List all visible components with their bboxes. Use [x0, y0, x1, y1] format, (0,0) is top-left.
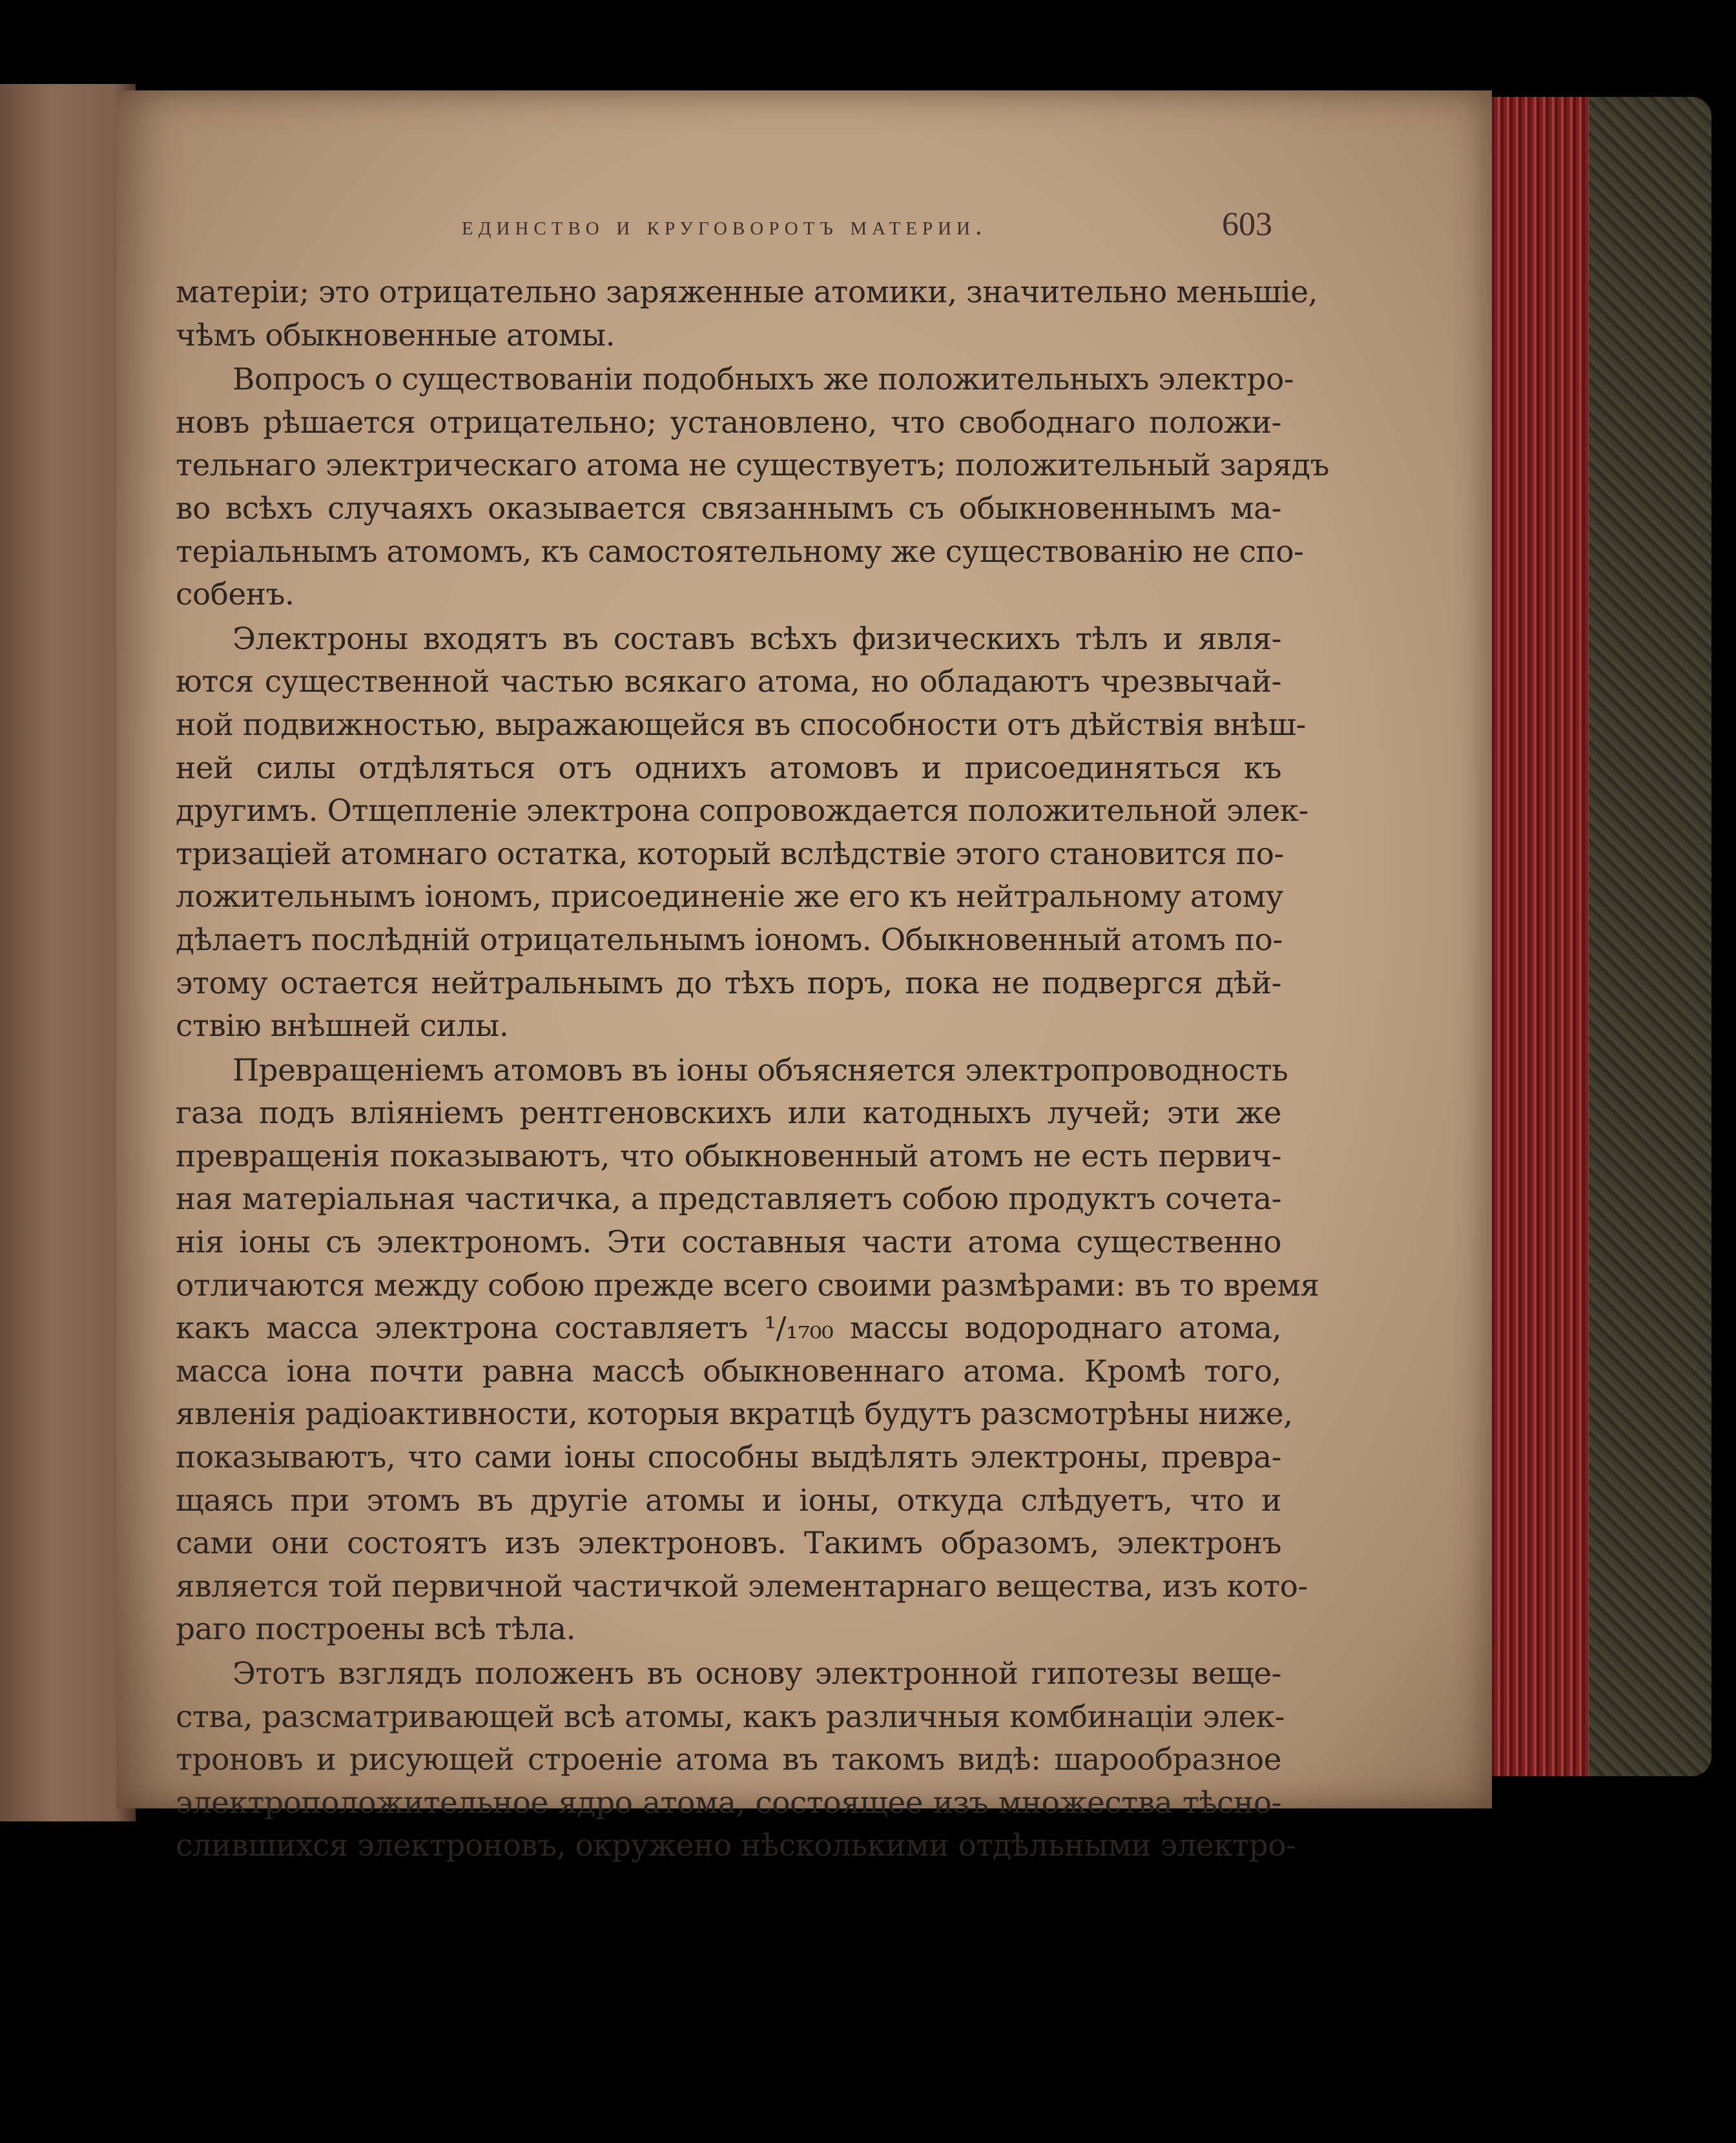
text-line: ней силы отдѣляться отъ однихъ атомовъ и присоединяться къ — [176, 750, 1281, 786]
left-page-edge — [0, 84, 136, 1821]
page-header — [352, 205, 1272, 251]
paragraph — [176, 358, 1329, 617]
text-line: новъ рѣшается отрицательно; установлено, что свободнаго положи- — [176, 404, 1281, 440]
text-line: щаясь при этомъ въ другіе атомы и іоны, откуда слѣдуетъ, что и — [176, 1482, 1281, 1518]
text-line: ной подвижностью, выражающейся въ способности отъ дѣйствія внѣш- — [176, 707, 1306, 743]
text-line: Электроны входятъ въ составъ всѣхъ физическихъ тѣлъ и явля- — [232, 621, 1281, 657]
text-line: газа подъ вліяніемъ рентгеновскихъ или катодныхъ лучей; эти же — [176, 1095, 1281, 1132]
text-line: нія іоны съ электрономъ. Эти составныя части атома существенно — [176, 1225, 1281, 1261]
text-line: во всѣхъ случаяхъ оказывается связаннымъ съ обыкновеннымъ ма- — [176, 490, 1281, 526]
running-title: единство и круговоротъ материи. — [462, 211, 987, 241]
text-line: масса іона почти равна массѣ обыкновеннаго атома. Кромѣ того, — [176, 1353, 1281, 1389]
text-line: показываютъ, что сами іоны способны выдѣлять электроны, превра- — [176, 1440, 1281, 1476]
text-line: раго построены всѣ тѣла. — [176, 1611, 576, 1648]
text-line: ства, разсматривающей всѣ атомы, какъ различныя комбинаціи элек- — [176, 1699, 1285, 1735]
text-line: явленія радіоактивности, которыя вкратцѣ будутъ разсмотрѣны ниже, — [176, 1396, 1293, 1433]
text-line: троновъ и рисующей строеніе атома въ такомъ видѣ: шарообразное — [176, 1742, 1281, 1778]
text-line: собенъ. — [176, 577, 294, 613]
text-line: матеріи; это отрицательно заряженные атомики, значительно меньшіе, — [176, 274, 1318, 310]
text-line: теріальнымъ атомомъ, къ самостоятельному же существованію не спо- — [176, 533, 1304, 570]
text-line: другимъ. Отщепленіе электрона сопровождается положительной элек- — [176, 793, 1308, 829]
text-line: ная матеріальная частичка, а представляетъ собою продуктъ сочета- — [176, 1181, 1281, 1217]
text-line: этому остается нейтральнымъ до тѣхъ поръ, пока не подвергся дѣй- — [176, 965, 1281, 1001]
page-body — [176, 271, 1329, 1868]
text-line: тризаціей атомнаго остатка, который вслѣдствіе этого становится по- — [176, 836, 1284, 872]
text-line: Вопросъ о существованіи подобныхъ же положительныхъ электро- — [232, 362, 1294, 398]
text-line: ложительнымъ іономъ, присоединеніе же его къ нейтральному атому — [176, 879, 1283, 915]
text-line: превращенія показываютъ, что обыкновенный атомъ не есть первич- — [176, 1138, 1281, 1174]
text-line: ствію внѣшней силы. — [176, 1008, 509, 1044]
text-line: какъ масса электрона составляетъ ¹/₁₇₀₀ массы водороднаго атома, — [176, 1310, 1281, 1347]
page-edges — [1485, 97, 1589, 1776]
text-line: отличаются между собою прежде всего своими размѣрами: въ то время — [176, 1267, 1319, 1303]
text-line: Этотъ взглядъ положенъ въ основу электронной гипотезы веще- — [232, 1656, 1281, 1692]
text-line: дѣлаетъ послѣдній отрицательнымъ іономъ. Обыкновенный атомъ по- — [176, 922, 1283, 958]
text-line: тельнаго электрическаго атома не существуетъ; положительный зарядъ — [176, 448, 1329, 484]
text-line: сами они состоятъ изъ электроновъ. Такимъ образомъ, электронъ — [176, 1526, 1281, 1562]
text-line: слившихся электроновъ, окружено нѣсколькими отдѣльными электро- — [176, 1828, 1296, 1864]
page-number: 603 — [1222, 206, 1272, 243]
paragraph — [176, 1653, 1296, 1868]
paragraph — [176, 618, 1308, 1048]
text-line: электроположительное ядро атома, состоящее изъ множества тѣсно- — [176, 1785, 1281, 1821]
paragraph — [176, 1050, 1319, 1651]
text-line: является той первичной частичкой элементарнаго вещества, изъ кото- — [176, 1568, 1308, 1604]
paragraph — [176, 271, 1318, 357]
text-line: чѣмъ обыкновенные атомы. — [176, 317, 615, 353]
text-line: ются существенной частью всякаго атома, но обладаютъ чрезвычай- — [176, 664, 1281, 700]
text-line: Превращеніемъ атомовъ въ іоны объясняется электропроводность — [232, 1052, 1288, 1088]
